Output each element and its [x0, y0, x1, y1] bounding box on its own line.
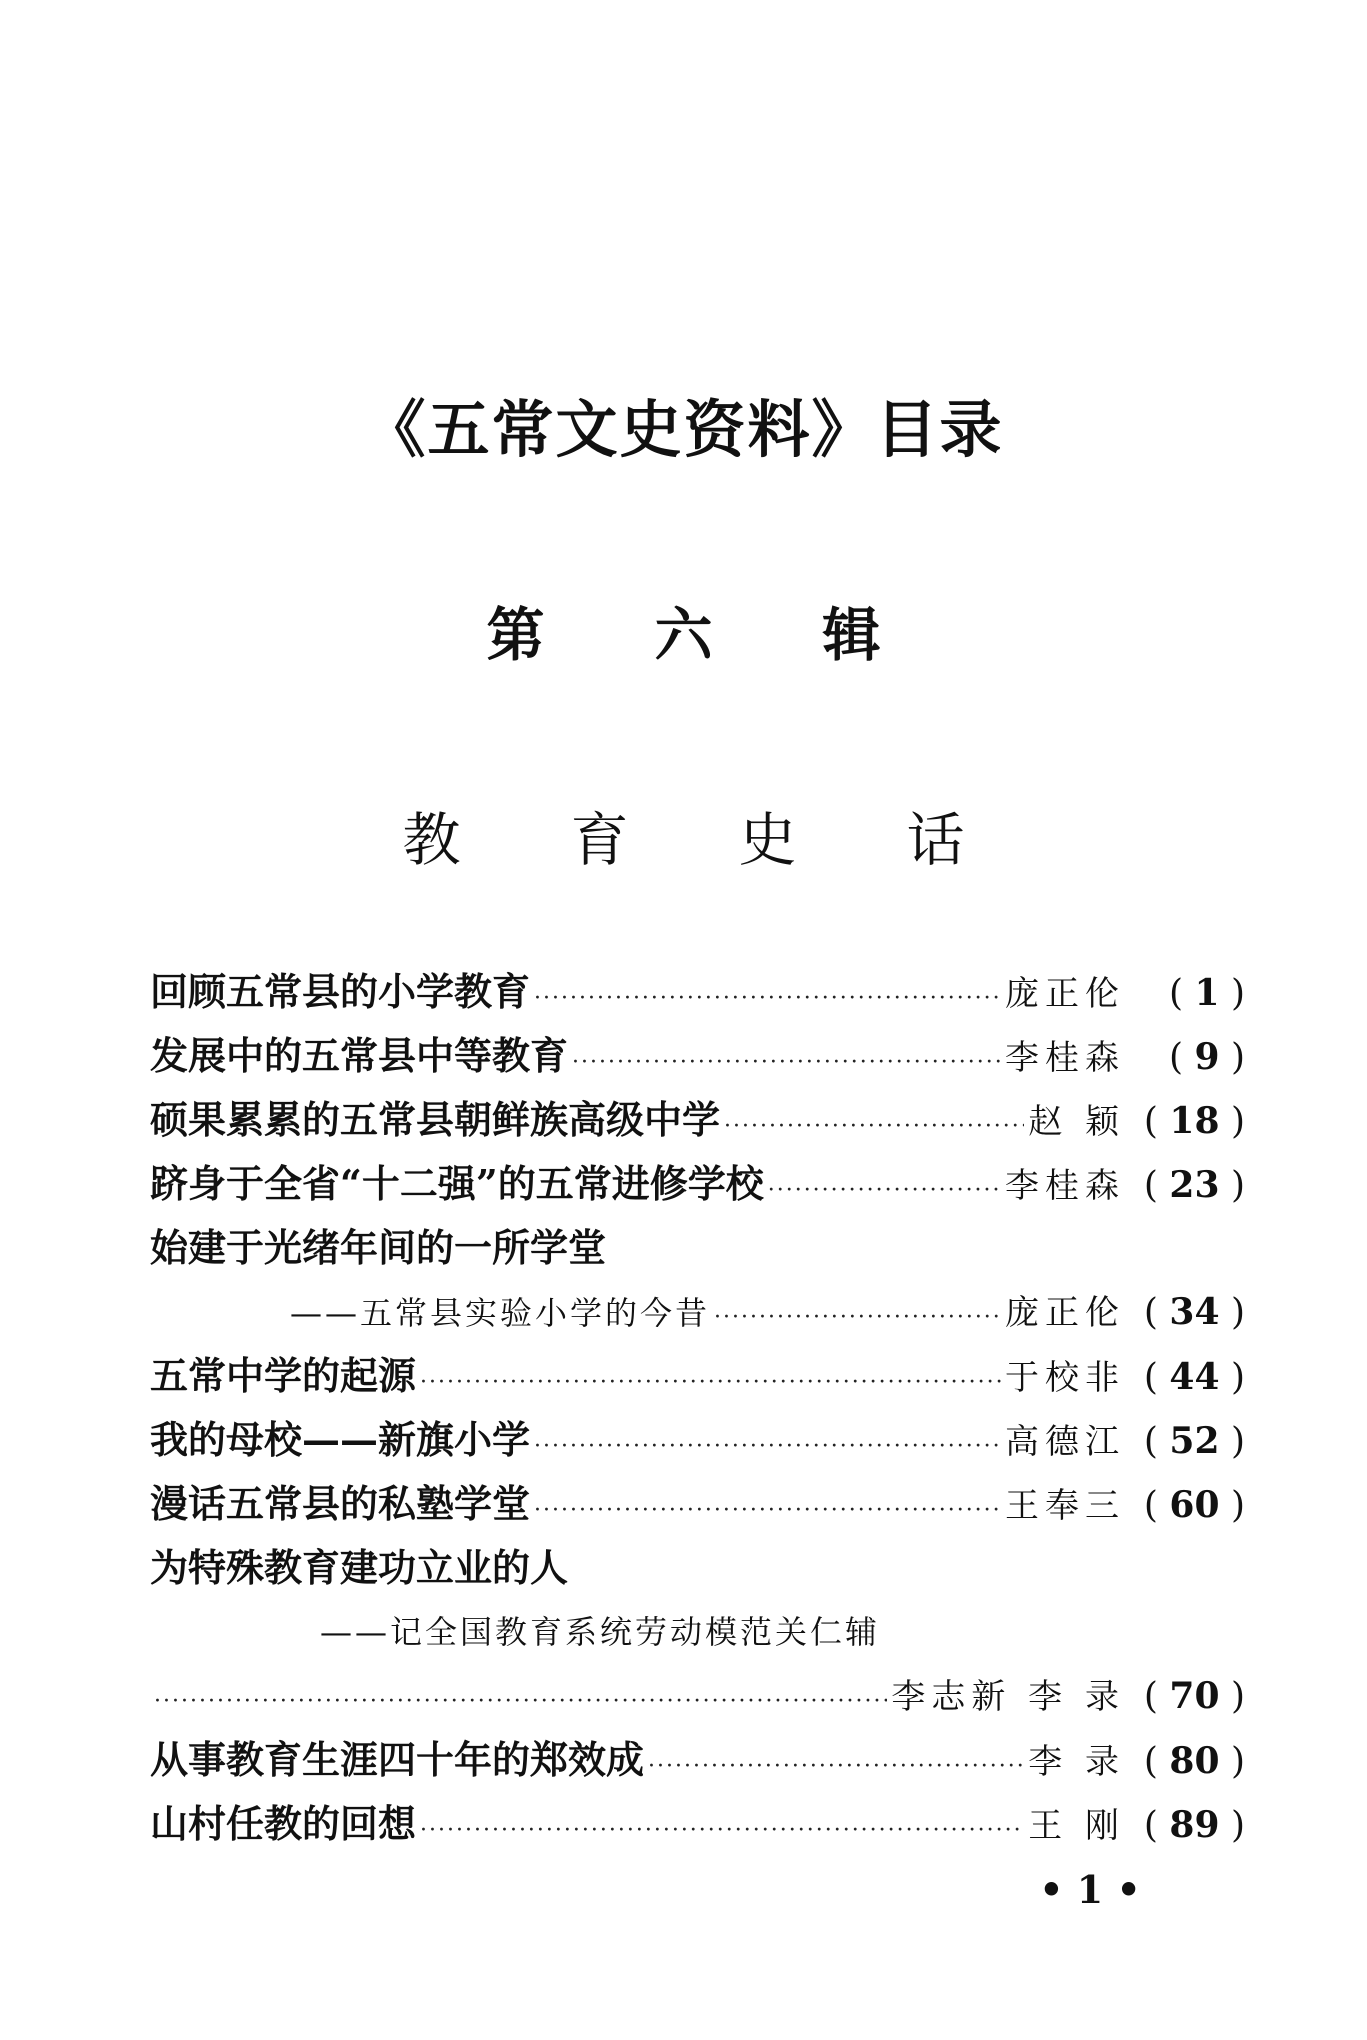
toc-entry-author: 李 录 [1028, 1742, 1125, 1782]
leader-dots [534, 967, 1001, 1031]
leader-dots [724, 1095, 1024, 1159]
toc-entry-title: 硕果累累的五常县朝鲜族高级中学 [150, 1097, 721, 1142]
toc-entry-title: 回顾五常县的小学教育 [150, 969, 531, 1014]
toc-entry [150, 1792, 1245, 1856]
toc-entry-title: 我的母校——新旗小学 [150, 1417, 531, 1462]
page-number: • 1 • [1010, 1865, 1170, 1915]
toc-entry [150, 1280, 1245, 1344]
toc-entry-subheading [150, 1600, 1245, 1664]
toc-entry [150, 1344, 1245, 1408]
toc-entry-title: 漫话五常县的私塾学堂 [150, 1481, 531, 1526]
leader-dots [534, 1415, 1001, 1479]
toc-entry-title: 五常中学的起源 [150, 1353, 417, 1398]
toc-entry-page: ( 52 ) [1125, 1409, 1245, 1474]
leader-dots [768, 1159, 1001, 1223]
leader-dots [714, 1286, 1001, 1350]
leader-dots [648, 1735, 1024, 1799]
toc-entry-author: 李桂森 [1005, 1038, 1125, 1078]
toc-entry-title: 山村任教的回想 [150, 1801, 417, 1846]
toc-entry-page: ( 80 ) [1125, 1729, 1245, 1794]
toc-entry-page: ( 34 ) [1125, 1280, 1245, 1345]
toc-entry-heading [150, 1536, 1245, 1600]
toc-entry-page: ( 44 ) [1125, 1345, 1245, 1410]
leader-dots [572, 1031, 1001, 1095]
toc-entry-title: 发展中的五常县中等教育 [150, 1033, 569, 1078]
toc-entry [150, 1408, 1245, 1472]
toc-entry-page: ( 89 ) [1125, 1793, 1245, 1858]
toc-entry-author: 李志新 李 录 [891, 1677, 1125, 1717]
toc-entry-page: ( 18 ) [1125, 1089, 1245, 1154]
toc-entry-subtitle: ——五常县实验小学的今昔 [290, 1294, 711, 1332]
toc-entry-author: 庞正伦 [1005, 1293, 1125, 1333]
table-of-contents [150, 960, 1245, 1856]
toc-entry-author: 赵 颖 [1028, 1102, 1125, 1142]
leader-dots [534, 1479, 1001, 1543]
page-title: 《五常文史资料》目录 [363, 393, 1004, 466]
leader-dots [420, 1799, 1024, 1863]
toc-entry-author: 王奉三 [1005, 1486, 1125, 1526]
toc-entry-page: ( 23 ) [1125, 1153, 1245, 1218]
toc-entry-title: 跻身于全省“十二强”的五常进修学校 [150, 1161, 764, 1206]
toc-entry [150, 1664, 1245, 1728]
leader-dots [154, 1670, 887, 1734]
toc-entry-page: ( 70 ) [1125, 1664, 1245, 1729]
toc-entry-author: 李桂森 [1005, 1166, 1125, 1206]
toc-entry-page: ( 60 ) [1125, 1473, 1245, 1538]
section-title: 教育史话 [402, 806, 1075, 874]
leader-dots [420, 1351, 1001, 1415]
toc-entry-page: ( 1 ) [1125, 961, 1245, 1026]
toc-entry-author: 王 刚 [1028, 1806, 1125, 1846]
toc-entry-heading [150, 1216, 1245, 1280]
toc-entry-title: 为特殊教育建功立业的人 [150, 1545, 569, 1590]
toc-entry-subtitle: ——记全国教育系统劳动模范关仁辅 [320, 1613, 881, 1651]
toc-entry [150, 1152, 1245, 1216]
toc-entry [150, 1088, 1245, 1152]
toc-entry-author: 于校非 [1005, 1358, 1125, 1398]
toc-entry [150, 1728, 1245, 1792]
toc-entry [150, 1472, 1245, 1536]
toc-entry-author: 庞正伦 [1005, 974, 1125, 1014]
toc-entry [150, 960, 1245, 1024]
toc-entry-page: ( 9 ) [1125, 1025, 1245, 1090]
toc-entry-title: 从事教育生涯四十年的郑效成 [150, 1737, 645, 1782]
toc-entry-title: 始建于光绪年间的一所学堂 [150, 1225, 607, 1270]
toc-entry [150, 1024, 1245, 1088]
toc-entry-author: 高德江 [1005, 1422, 1125, 1462]
issue-title: 第六辑 [486, 601, 991, 669]
